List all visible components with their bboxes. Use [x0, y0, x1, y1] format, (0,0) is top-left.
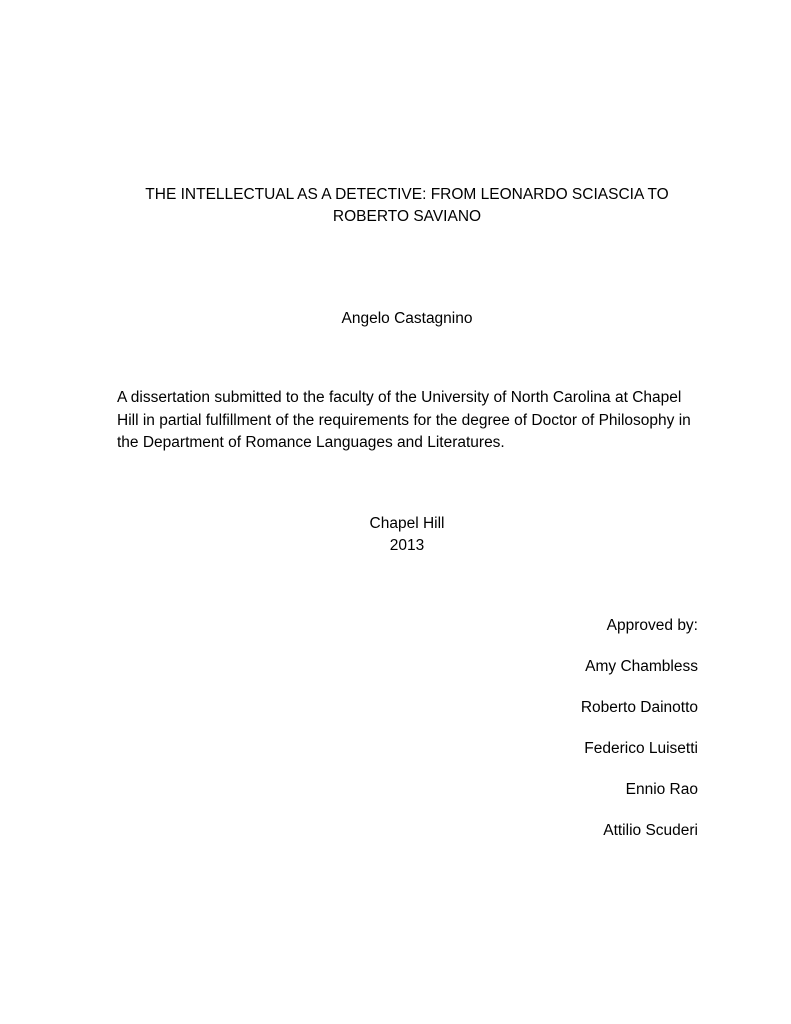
- place-and-year: [117, 513, 697, 557]
- approval-heading: Approved by:: [606, 617, 698, 634]
- approver-name: Federico Luisetti: [584, 740, 698, 757]
- statement-line-3: the Department of Romance Languages and Literatures.: [117, 434, 505, 451]
- statement-line-1: A dissertation submitted to the faculty of the University of North Carolina at Chapel: [117, 389, 682, 406]
- submission-statement: [117, 387, 717, 455]
- title-line-2: ROBERTO SAVIANO: [332, 208, 482, 225]
- approver-name: Amy Chambless: [585, 658, 698, 675]
- approval-block: [398, 615, 698, 861]
- approver-name: Ennio Rao: [625, 781, 698, 798]
- title-line-1: THE INTELLECTUAL AS A DETECTIVE: FROM LEONARDO SCIASCIA TO: [145, 186, 669, 203]
- approver-name: Attilio Scuderi: [603, 822, 698, 839]
- year: 2013: [389, 537, 425, 554]
- statement-line-2: Hill in partial fulfillment of the requirements for the degree of Doctor of Philosophy in: [117, 411, 691, 429]
- author-name: Angelo Castagnino: [341, 310, 473, 327]
- dissertation-title: [117, 184, 697, 228]
- approver-name: Roberto Dainotto: [580, 699, 698, 716]
- place: Chapel Hill: [369, 515, 445, 532]
